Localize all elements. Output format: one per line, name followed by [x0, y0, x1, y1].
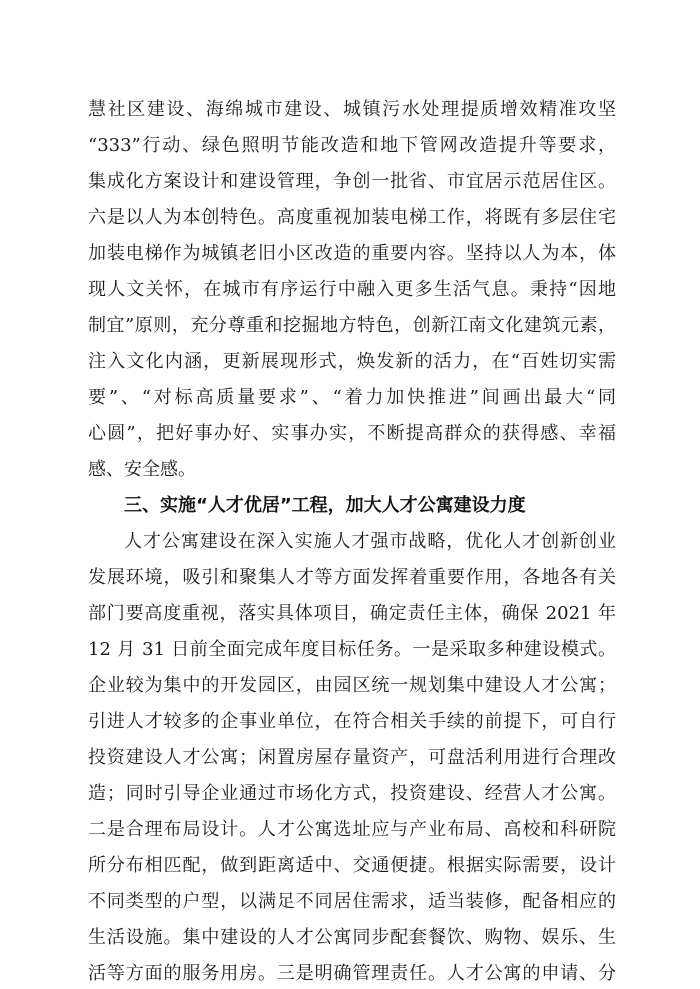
paragraph-line: 活等方面的服务用房。三是明确管理责任。人才公寓的申请、分 [88, 963, 616, 984]
paragraph-line: 12 月 31 日前全面完成年度目标任务。一是采取多种建设模式。 [88, 639, 616, 660]
paragraph-line: 发展环境，吸引和聚集人才等方面发挥着重要作用，各地各有关 [88, 567, 616, 588]
paragraph-line: 生活设施。集中建设的人才公寓同步配套餐饮、购物、娱乐、生 [88, 927, 616, 948]
paragraph-line: 集成化方案设计和建设管理，争创一批省、市宜居示范居住区。 [88, 171, 616, 192]
paragraph-line: 现人文关怀，在城市有序运行中融入更多生活气息。秉持“因地 [88, 279, 616, 300]
paragraph-line: 感、安全感。 [88, 459, 196, 480]
paragraph-line: 引进人才较多的企事业单位，在符合相关手续的前提下，可自行 [88, 711, 616, 732]
paragraph-line: 要”、“对标高质量要求”、“着力加快推进”间画出最大“同 [88, 387, 616, 408]
paragraph-line: 部门要高度重视，落实具体项目，确定责任主体，确保 2021 年 [88, 603, 616, 624]
paragraph-line: 六是以人为本创特色。高度重视加装电梯工作，将既有多层住宅 [88, 207, 616, 228]
paragraph-line: 二是合理布局设计。人才公寓选址应与产业布局、高校和科研院 [88, 819, 616, 840]
paragraph-line: 所分布相匹配，做到距离适中、交通便捷。根据实际需要，设计 [88, 855, 616, 876]
section-heading: 三、实施“人才优居”工程，加大人才公寓建设力度 [124, 495, 526, 516]
paragraph-line: 企业较为集中的开发园区，由园区统一规划集中建设人才公寓； [88, 675, 616, 696]
paragraph-line: 注入文化内涵，更新展现形式，焕发新的活力，在“百姓切实需 [88, 351, 616, 372]
paragraph-line: 慧社区建设、海绵城市建设、城镇污水处理提质增效精准攻坚 [88, 99, 616, 120]
paragraph-line: 人才公寓建设在深入实施人才强市战略，优化人才创新创业 [124, 531, 616, 552]
paragraph-line: 心圆”，把好事办好、实事办实，不断提高群众的获得感、幸福 [88, 423, 616, 444]
paragraph-line: 造；同时引导企业通过市场化方式，投资建设、经营人才公寓。 [88, 783, 616, 804]
paragraph-line: 加装电梯作为城镇老旧小区改造的重要内容。坚持以人为本，体 [88, 243, 616, 264]
paragraph-line: 制宜”原则，充分尊重和挖掘地方特色，创新江南文化建筑元素， [88, 315, 616, 336]
paragraph-line: 投资建设人才公寓；闲置房屋存量资产，可盘活利用进行合理改 [88, 747, 616, 768]
paragraph-line: “333”行动、绿色照明节能改造和地下管网改造提升等要求， [88, 135, 616, 156]
paragraph-line: 不同类型的户型，以满足不同居住需求，适当装修，配备相应的 [88, 891, 616, 912]
